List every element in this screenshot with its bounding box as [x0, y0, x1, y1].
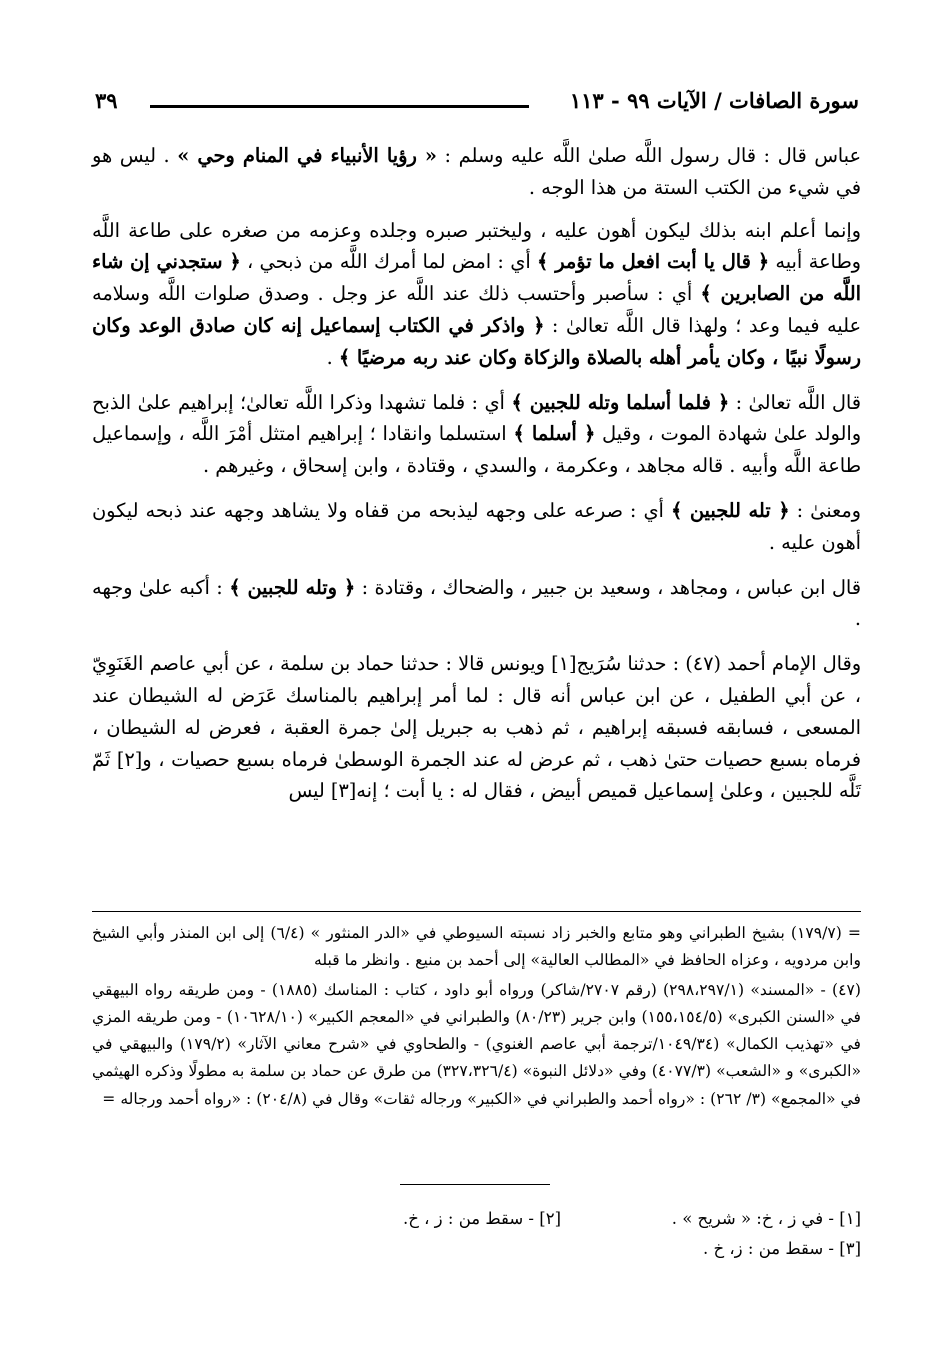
endnote-row	[161, 1234, 861, 1264]
paragraph-5	[92, 572, 861, 636]
endnote-row	[161, 1204, 861, 1234]
hadith-quote: « رؤيا الأنبياء في المنام وحي »	[177, 144, 437, 167]
text-segment: أي : صرعه على وجهه ليذبحه من قفاه ولا يشاهد وجهه عند ذبحه ليكون أهون عليه .	[92, 498, 861, 554]
page-number: ٣٩	[95, 88, 118, 113]
paragraph-6: وقال الإمام أحمد (٤٧) : حدثنا سُرَيج[١] ويونس قالا : حدثنا حماد بن سلمة ، عن أبي عاصم الغَنَوِيّ ، عن أبي الطفيل ، عن ابن عباس أنه قال : لما أمر إبراهيم بالمناسك عَرَض له الشيطان عند المسعى ، فسابقه فسبقه إبراهيم ، ثم ذهب به جبريل إلىٰ جمرة العقبة ، فعرض له الشيطان ، فرماه بسبع حصيات حتىٰ ذهب ، ثم عرض له عند الجمرة الوسطىٰ فرماه بسبع حصيات ، و[٢] ثَمّ تَلَّه للجبين ، وعلىٰ إسماعيل قميص أبيض ، فقال له : يا أبت ؛ إنه[٣] ليس	[92, 652, 862, 803]
text-segment: أي : امض لما أمرك اللَّه من ذبحي ،	[240, 250, 538, 274]
footnotes	[92, 920, 861, 1115]
text-segment: أي : سأصبر وأحتسب ذلك عند اللَّه عز وجل . وصدق صلوات اللَّه وسلامه عليه فيما وعد ؛ ولهذا قال اللَّه تعالىٰ :	[92, 282, 861, 337]
quran-quote: ﴿ ستجدني إن شاء اللَّه من الصابرين ﴾	[92, 250, 861, 306]
paragraph-1	[92, 140, 861, 204]
text-segment: : أكبه علىٰ وجهه .	[92, 575, 861, 631]
footnote-separator	[92, 911, 861, 912]
quran-quote: ﴿ وتله للجبين ﴾	[229, 575, 356, 599]
footnote-continued: = (١٧٩/٧) بشيخ الطبراني وهو متابع والخبر زاد نسبته السيوطي في «الدر المنثور » (٦/٤) إلى ابن المنذر وأبي الشيخ وابن مردويه ، وعزاه الحافظ في «المطالب العالية» إلى أحمد بن منيع . وانظر ما قبله	[92, 924, 861, 970]
quran-quote: ﴿ تله للجبين ﴾	[670, 498, 790, 522]
text-segment: أي : فلما تشهدا وذكرا اللَّه تعالىٰ؛ إبراهيم علىٰ الذبح والولد علىٰ شهادة الموت ، وقيل	[92, 390, 861, 446]
quran-quote: ﴿ قال يا أبت افعل ما تؤمر ﴾	[537, 250, 770, 274]
variant-notes	[161, 1204, 861, 1264]
header-rule	[150, 105, 529, 108]
text-segment: .	[326, 345, 339, 369]
text-segment: وإنما أعلم ابنه بذلك ليكون أهون عليه ، وليختبر صبره وجلده وعزمه من صغره على طاعة اللَّه وطاعة أبيه	[92, 218, 861, 274]
quran-quote: ﴿ فلما أسلما وتله للجبين ﴾	[511, 390, 730, 414]
paragraph-4	[92, 495, 861, 559]
text-segment: قال ابن عباس ، ومجاهد ، وسعيد بن جبير ، والضحاك ، وقتادة :	[355, 575, 861, 599]
text-segment: استسلما وانقادا ؛ إبراهيم امتثل أمْرَ اللَّه ، وإسماعيل طاعة اللَّه وأبيه . قاله مجاهد ، وعكرمة ، والسدي ، وقتادة ، وابن إسحاق ، وغيرهم .	[92, 422, 861, 478]
text-segment: عباس قال : قال رسول اللَّه صلىٰ اللَّه عليه وسلم :	[436, 144, 862, 167]
endnote-3: [٣] - سقط من : ز، خ .	[702, 1239, 861, 1258]
surah-title: سورة الصافات / الآيات ٩٩ - ١١٣	[569, 88, 859, 113]
endnote-1: [١] - في ز ، خ: « شريح » .	[671, 1209, 861, 1228]
text-segment: قال اللَّه تعالىٰ :	[729, 390, 862, 414]
endnote-2: [٢] - سقط من : ز ، خ.	[402, 1209, 561, 1228]
quran-quote: ﴿ أسلما ﴾	[513, 422, 596, 446]
text-segment: . ليس هو في شيء من الكتب الستة من هذا الوجه .	[92, 144, 861, 199]
main-text	[92, 140, 861, 820]
footnote-47: (٤٧) - «المسند» (٢٩٨،٢٩٧/١) (رقم ٢٧٠٧/شاكر) ورواه أبو داود ، كتاب : المناسك (١٨٨٥) - ومن طريقه رواه البيهقي في «السنن الكبرى» (١٥٥،١٥٤/٥) وابن جرير (٨٠/٢٣) والطبراني في «المعجم الكبير» (١٠٦٢٨/١٠) - ومن طريقه المزي في «تهذيب الكمال» (١٠٤٩/٣٤/ترجمة أبي عاصم الغنوي) - والطحاوي في «شرح معاني الآثار» (١٧٩/٢) والبيهقي في «الكبرى» و «الشعب» (٤٠٧٧/٣) وفي «دلائل النبوة» (٣٢٧،٣٢٦/٤) من طرق عن حماد بن سلمة به مطولًا وذكره الهيثمي في «المجمع» (٣/ ٢٦٢) : «رواه أحمد والطبراني في «الكبير» ورجاله ثقات» وقال في (٢٠٤/٨) : «رواه أحمد ورجاله =	[92, 980, 861, 1108]
paragraph-2	[92, 215, 861, 374]
text-segment: ومعنىٰ :	[789, 498, 861, 522]
quran-quote: ﴿ واذكر في الكتاب إسماعيل إنه كان صادق الوعد وكان رسولًا نبيًا ، وكان يأمر أهله بالصلاة والزكاة وكان عند ربه مرضيًا ﴾	[92, 313, 861, 369]
running-header	[95, 88, 859, 122]
paragraph-3	[92, 387, 861, 482]
endnote-separator	[400, 1184, 550, 1185]
